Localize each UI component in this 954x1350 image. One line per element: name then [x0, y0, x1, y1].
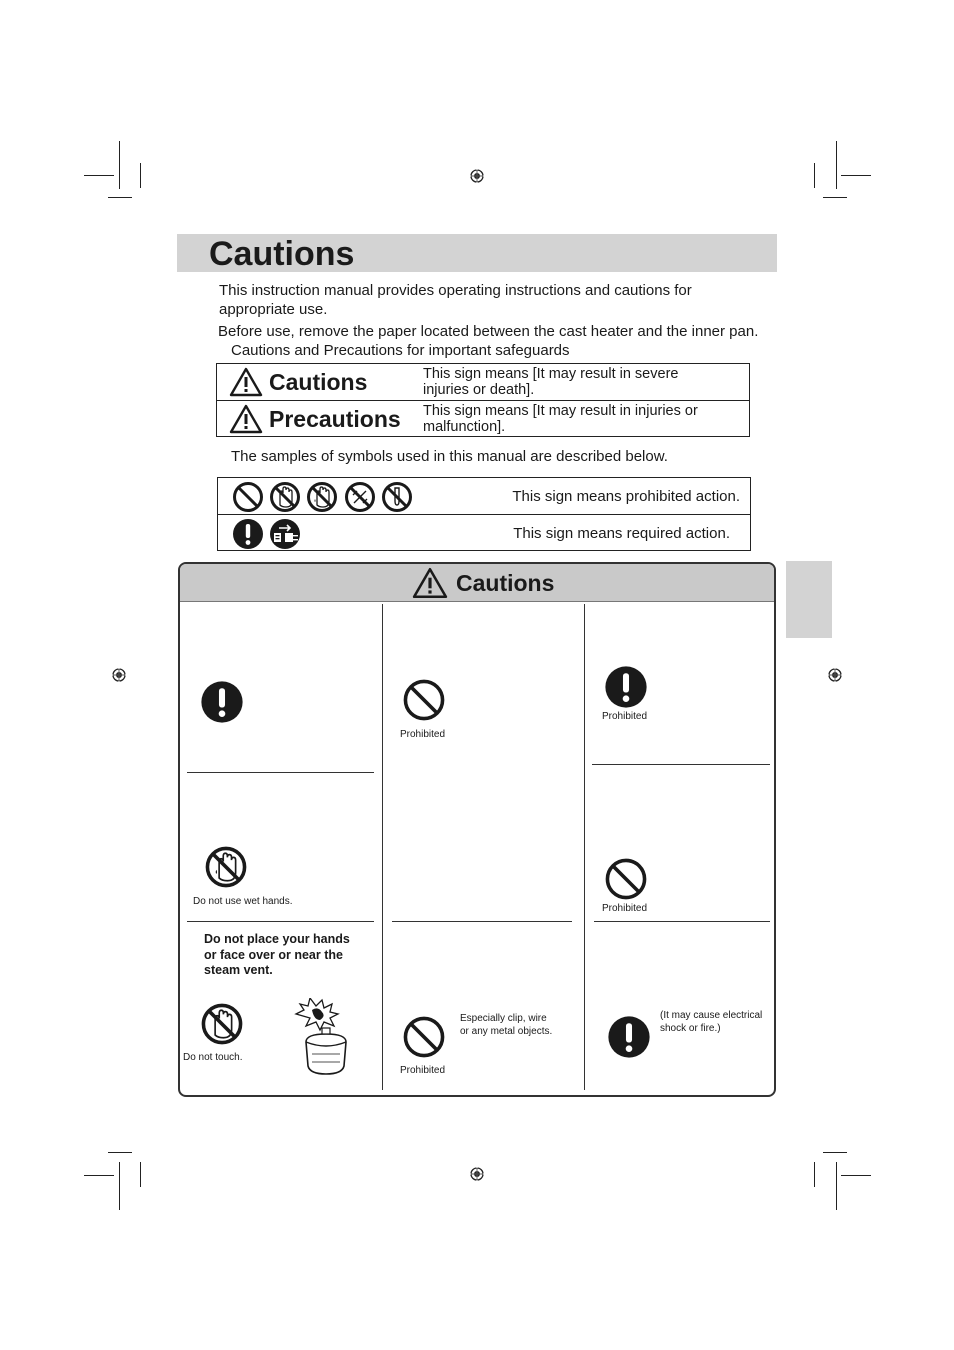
intro-line-1: This instruction manual provides operating instructions and cautions for	[219, 282, 692, 299]
prohibited-icon	[604, 857, 648, 901]
steam-vent-note-3: steam vent.	[204, 963, 273, 977]
symbols-intro: The samples of symbols used in this manual are described below.	[231, 448, 668, 465]
legend-row-cautions	[217, 364, 749, 401]
intro-line-4: Cautions and Precautions for important safeguards	[231, 342, 570, 359]
clip-note-1: Especially clip, wire	[460, 1013, 547, 1024]
symbols-row-required	[218, 514, 750, 552]
symbols-row-prohibited	[218, 478, 750, 515]
do-not-touch-caption: Do not touch.	[183, 1052, 243, 1063]
registration-mark-icon	[828, 668, 842, 682]
prohibited-caption: Prohibited	[602, 903, 648, 914]
cautions-panel-title: Cautions	[456, 570, 555, 596]
shock-note-2: shock or fire.)	[660, 1023, 721, 1034]
legend-cautions-label: Cautions	[269, 369, 368, 395]
section-divider	[592, 764, 770, 765]
prohibited-caption: Prohibited	[400, 729, 446, 740]
section-divider	[594, 921, 770, 922]
unplug-icon	[269, 518, 301, 550]
warning-legend-table	[216, 363, 750, 437]
page-title-bar	[177, 234, 777, 272]
intro-line-2: appropriate use.	[219, 301, 328, 318]
steam-vent-note-1: Do not place your hands	[204, 932, 350, 946]
required-action-icon	[200, 680, 244, 724]
side-tab	[786, 561, 832, 638]
legend-cautions-desc-2: injuries or death].	[423, 382, 535, 398]
warning-triangle-icon	[229, 367, 263, 397]
required-action-icon	[232, 518, 264, 550]
cautions-panel	[178, 562, 776, 1097]
no-wet-hands-icon	[306, 481, 338, 513]
prohibited-icon	[402, 1015, 446, 1059]
registration-mark-icon	[470, 1167, 484, 1181]
registration-mark-icon	[112, 668, 126, 682]
legend-row-precautions	[217, 400, 749, 438]
intro-line-3: Before use, remove the paper located between the cast heater and the inner pan.	[218, 323, 759, 340]
no-disassemble-icon	[344, 481, 376, 513]
required-action-icon	[607, 1015, 651, 1059]
column-divider	[382, 604, 383, 1090]
cautions-panel-header	[180, 564, 774, 602]
section-divider	[187, 921, 374, 922]
no-touch-hand-icon	[200, 1002, 244, 1046]
no-touch-hand-icon	[269, 481, 301, 513]
no-wet-hands-icon	[204, 845, 248, 889]
legend-precautions-label: Precautions	[269, 406, 401, 432]
no-liquid-icon	[381, 481, 413, 513]
page-title: Cautions	[209, 235, 355, 273]
required-action-icon	[604, 665, 648, 709]
rice-cooker-steam-icon	[292, 998, 362, 1076]
legend-precautions-desc-2: malfunction].	[423, 419, 506, 435]
required-sign-text: This sign means required action.	[513, 525, 730, 542]
warning-triangle-icon	[229, 404, 263, 434]
prohibited-icon	[402, 678, 446, 722]
prohibited-sign-text: This sign means prohibited action.	[512, 488, 740, 505]
warning-triangle-icon	[412, 567, 448, 599]
wet-hands-caption: Do not use wet hands.	[193, 896, 293, 907]
shock-note-1: (It may cause electrical	[660, 1010, 763, 1021]
prohibited-caption: Prohibited	[400, 1065, 446, 1076]
legend-precautions-desc-1: This sign means [It may result in injuries or	[423, 403, 698, 419]
legend-cautions-desc-1: This sign means [It may result in severe	[423, 366, 679, 382]
prohibited-caption: Prohibited	[602, 711, 648, 722]
clip-note-2: or any metal objects.	[460, 1026, 553, 1037]
column-divider	[584, 604, 585, 1090]
symbols-table	[217, 477, 751, 551]
section-divider	[187, 772, 374, 773]
steam-vent-note-2: or face over or near the	[204, 947, 343, 962]
section-divider	[392, 921, 572, 922]
prohibited-icon	[232, 481, 264, 513]
registration-mark-icon	[470, 169, 484, 183]
